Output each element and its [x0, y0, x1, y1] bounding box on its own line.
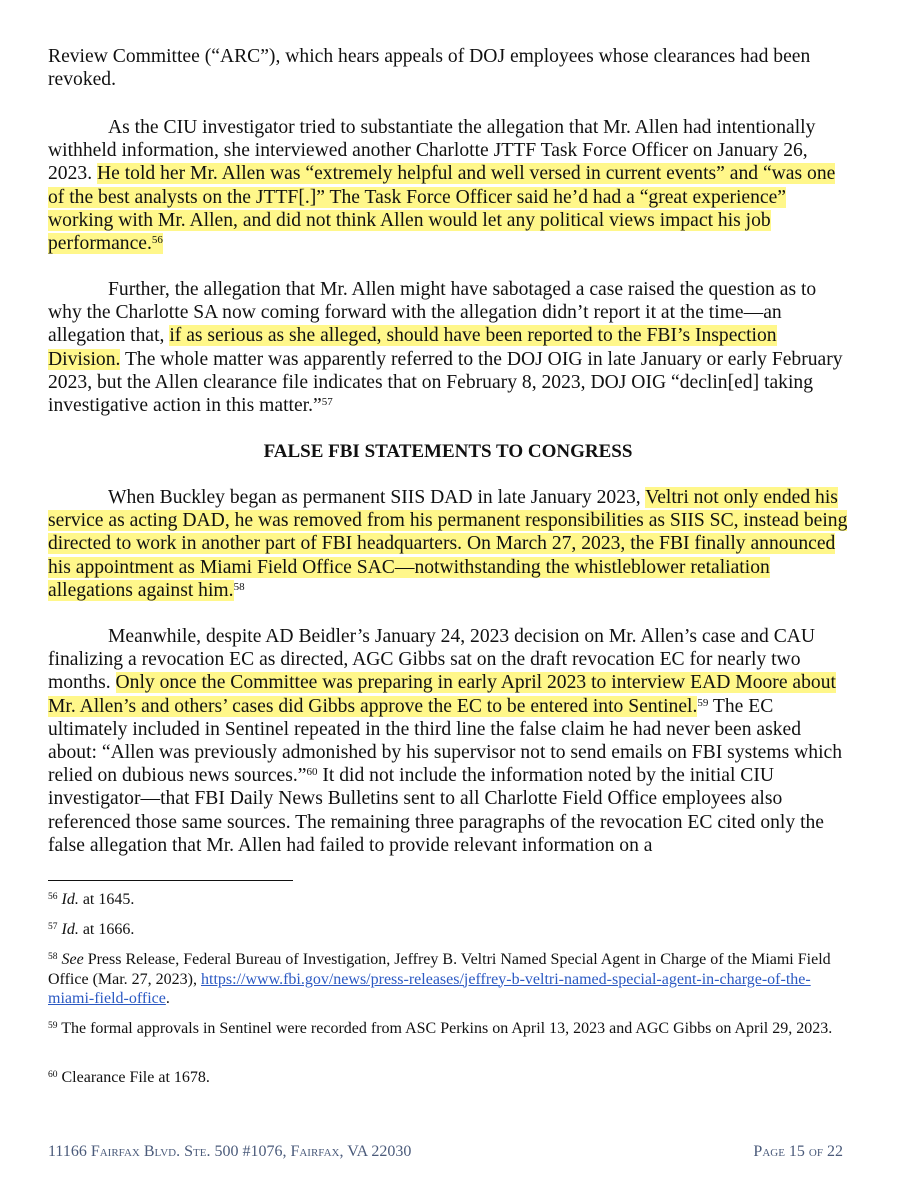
- footnote-58: [48, 950, 848, 1009]
- highlighted-text: Veltri not only ended his service as acting DAD, he was removed from his permanent responsibilities as SIIS SC, instead being directed to work in another part of FBI headquarters. On March 27, 2023, the FBI finally announced his appointment as Miami Field Office SAC—notwithstanding the whistleblower retaliation allegations against him.: [48, 487, 848, 601]
- paragraph-arc: [48, 45, 848, 91]
- highlighted-text: [48, 163, 835, 254]
- footnote-number: 57: [48, 922, 58, 932]
- footnote-number: 58: [48, 952, 58, 962]
- paragraph-ciu-interview: [48, 116, 848, 255]
- paragraph-revocation-ec: [48, 625, 848, 857]
- paragraph-text: Review Committee (“ARC”), which hears appeals of DOJ employees whose clearances had been revoked.: [48, 46, 811, 91]
- footnote-divider: [48, 880, 293, 881]
- footnote-number: 59: [48, 1021, 58, 1031]
- paragraph-sabotage-allegation: [48, 278, 848, 417]
- footnote-ref-57[interactable]: 57: [321, 396, 333, 409]
- paragraph-text: The whole matter was apparently referred to the DOJ OIG in late January or early February 2023, but the Allen clearance file indicates that on February 8, 2023, DOJ OIG “declin[ed] taking investigative action in this matter.”: [48, 348, 843, 417]
- footnote-60: [48, 1068, 848, 1088]
- section-heading: FALSE FBI STATEMENTS TO CONGRESS: [263, 441, 633, 462]
- footnote-text: at 1645.: [78, 891, 135, 908]
- footnote-56: [48, 890, 848, 910]
- footnote-text: Press Release, Federal Bureau of Investigation, Jeffrey B. Veltri Named Special Agent in Charge of the Miami Field Office (Mar. 27, 2023),: [48, 951, 831, 988]
- footnote-cite: Id.: [61, 891, 79, 908]
- highlighted-text: Only once the Committee was preparing in early April 2023 to interview EAD Moore about Mr. Allen’s and others’ cases did Gibbs approve the EC to be entered into Sentinel.: [48, 672, 836, 717]
- footnote-cite: Id.: [61, 921, 79, 938]
- footnote-cite: See: [61, 951, 84, 968]
- paragraph-text: As the CIU investigator tried to substantiate the allegation that Mr. Allen had intentionally withheld information, she interviewed another Charlotte JTTF Task Force Officer on January 26, 2023.: [48, 117, 816, 185]
- highlighted-text: if as serious as she alleged, should have been reported to the FBI’s Inspection Division.: [48, 325, 777, 370]
- footnote-57: [48, 920, 848, 940]
- footer-page-number: Page 15 of 22: [753, 1143, 843, 1160]
- paragraph-veltri: [48, 486, 848, 602]
- footnote-ref-58[interactable]: 58: [233, 580, 245, 593]
- highlight-content: He told her Mr. Allen was “extremely helpful and well versed in current events” and “was one of the best analysts on the JTTF[.]” The Task Force Officer said he’d had a “great experience” working with Mr. Allen, and did not think Allen would let any political views impact his job performance.: [48, 163, 836, 255]
- paragraph-text: Meanwhile, despite AD Beidler’s January 24, 2023 decision on Mr. Allen’s case and CAU finalizing a revocation EC as directed, AGC Gibbs sat on the draft revocation EC for nearly two months.: [48, 626, 816, 694]
- paragraph-text: The EC ultimately included in Sentinel repeated in the third line the false claim he had never been asked about: “Allen was previously admonished by his supervisor not to send emails on FBI systems which relied on dubious news sources.”: [48, 695, 843, 787]
- footnote-text: at 1666.: [78, 921, 135, 938]
- paragraph-text: When Buckley began as permanent SIIS DAD in late January 2023,: [108, 487, 646, 508]
- paragraph-text: It did not include the information noted by the initial CIU investigator—that FBI Daily News Bulletins sent to all Charlotte Field Office employees also referenced those same sources. The remaining three paragraphs of the revocation EC cited only the false allegation that Mr. Allen had failed to provide relevant information on a: [48, 765, 825, 856]
- press-release-link[interactable]: https://www.fbi.gov/news/press-releases/jeffrey-b-veltri-named-special-agent-in-charge-of-the-miami-field-office: [48, 970, 811, 1007]
- footnote-ref-56[interactable]: 56: [151, 234, 163, 247]
- footnote-number: 60: [48, 1070, 58, 1080]
- footnote-text: Clearance File at 1678.: [57, 1069, 210, 1086]
- footnote-ref-60[interactable]: 60: [306, 766, 318, 779]
- footnote-ref-59[interactable]: 59: [697, 696, 709, 709]
- footnote-text: The formal approvals in Sentinel were recorded from ASC Perkins on April 13, 2023 and AGC Gibbs on April 29, 2023.: [57, 1020, 833, 1037]
- footnote-59: [48, 1019, 848, 1039]
- footnote-text: .: [165, 990, 170, 1007]
- footnote-number: 56: [48, 892, 58, 902]
- paragraph-text: Further, the allegation that Mr. Allen might have sabotaged a case raised the question as to why the Charlotte SA now coming forward with the allegation didn’t report it at the time—an allegation that,: [48, 279, 817, 347]
- footer-address: 11166 Fairfax Blvd. Ste. 500 #1076, Fairfax, VA 22030: [48, 1143, 412, 1160]
